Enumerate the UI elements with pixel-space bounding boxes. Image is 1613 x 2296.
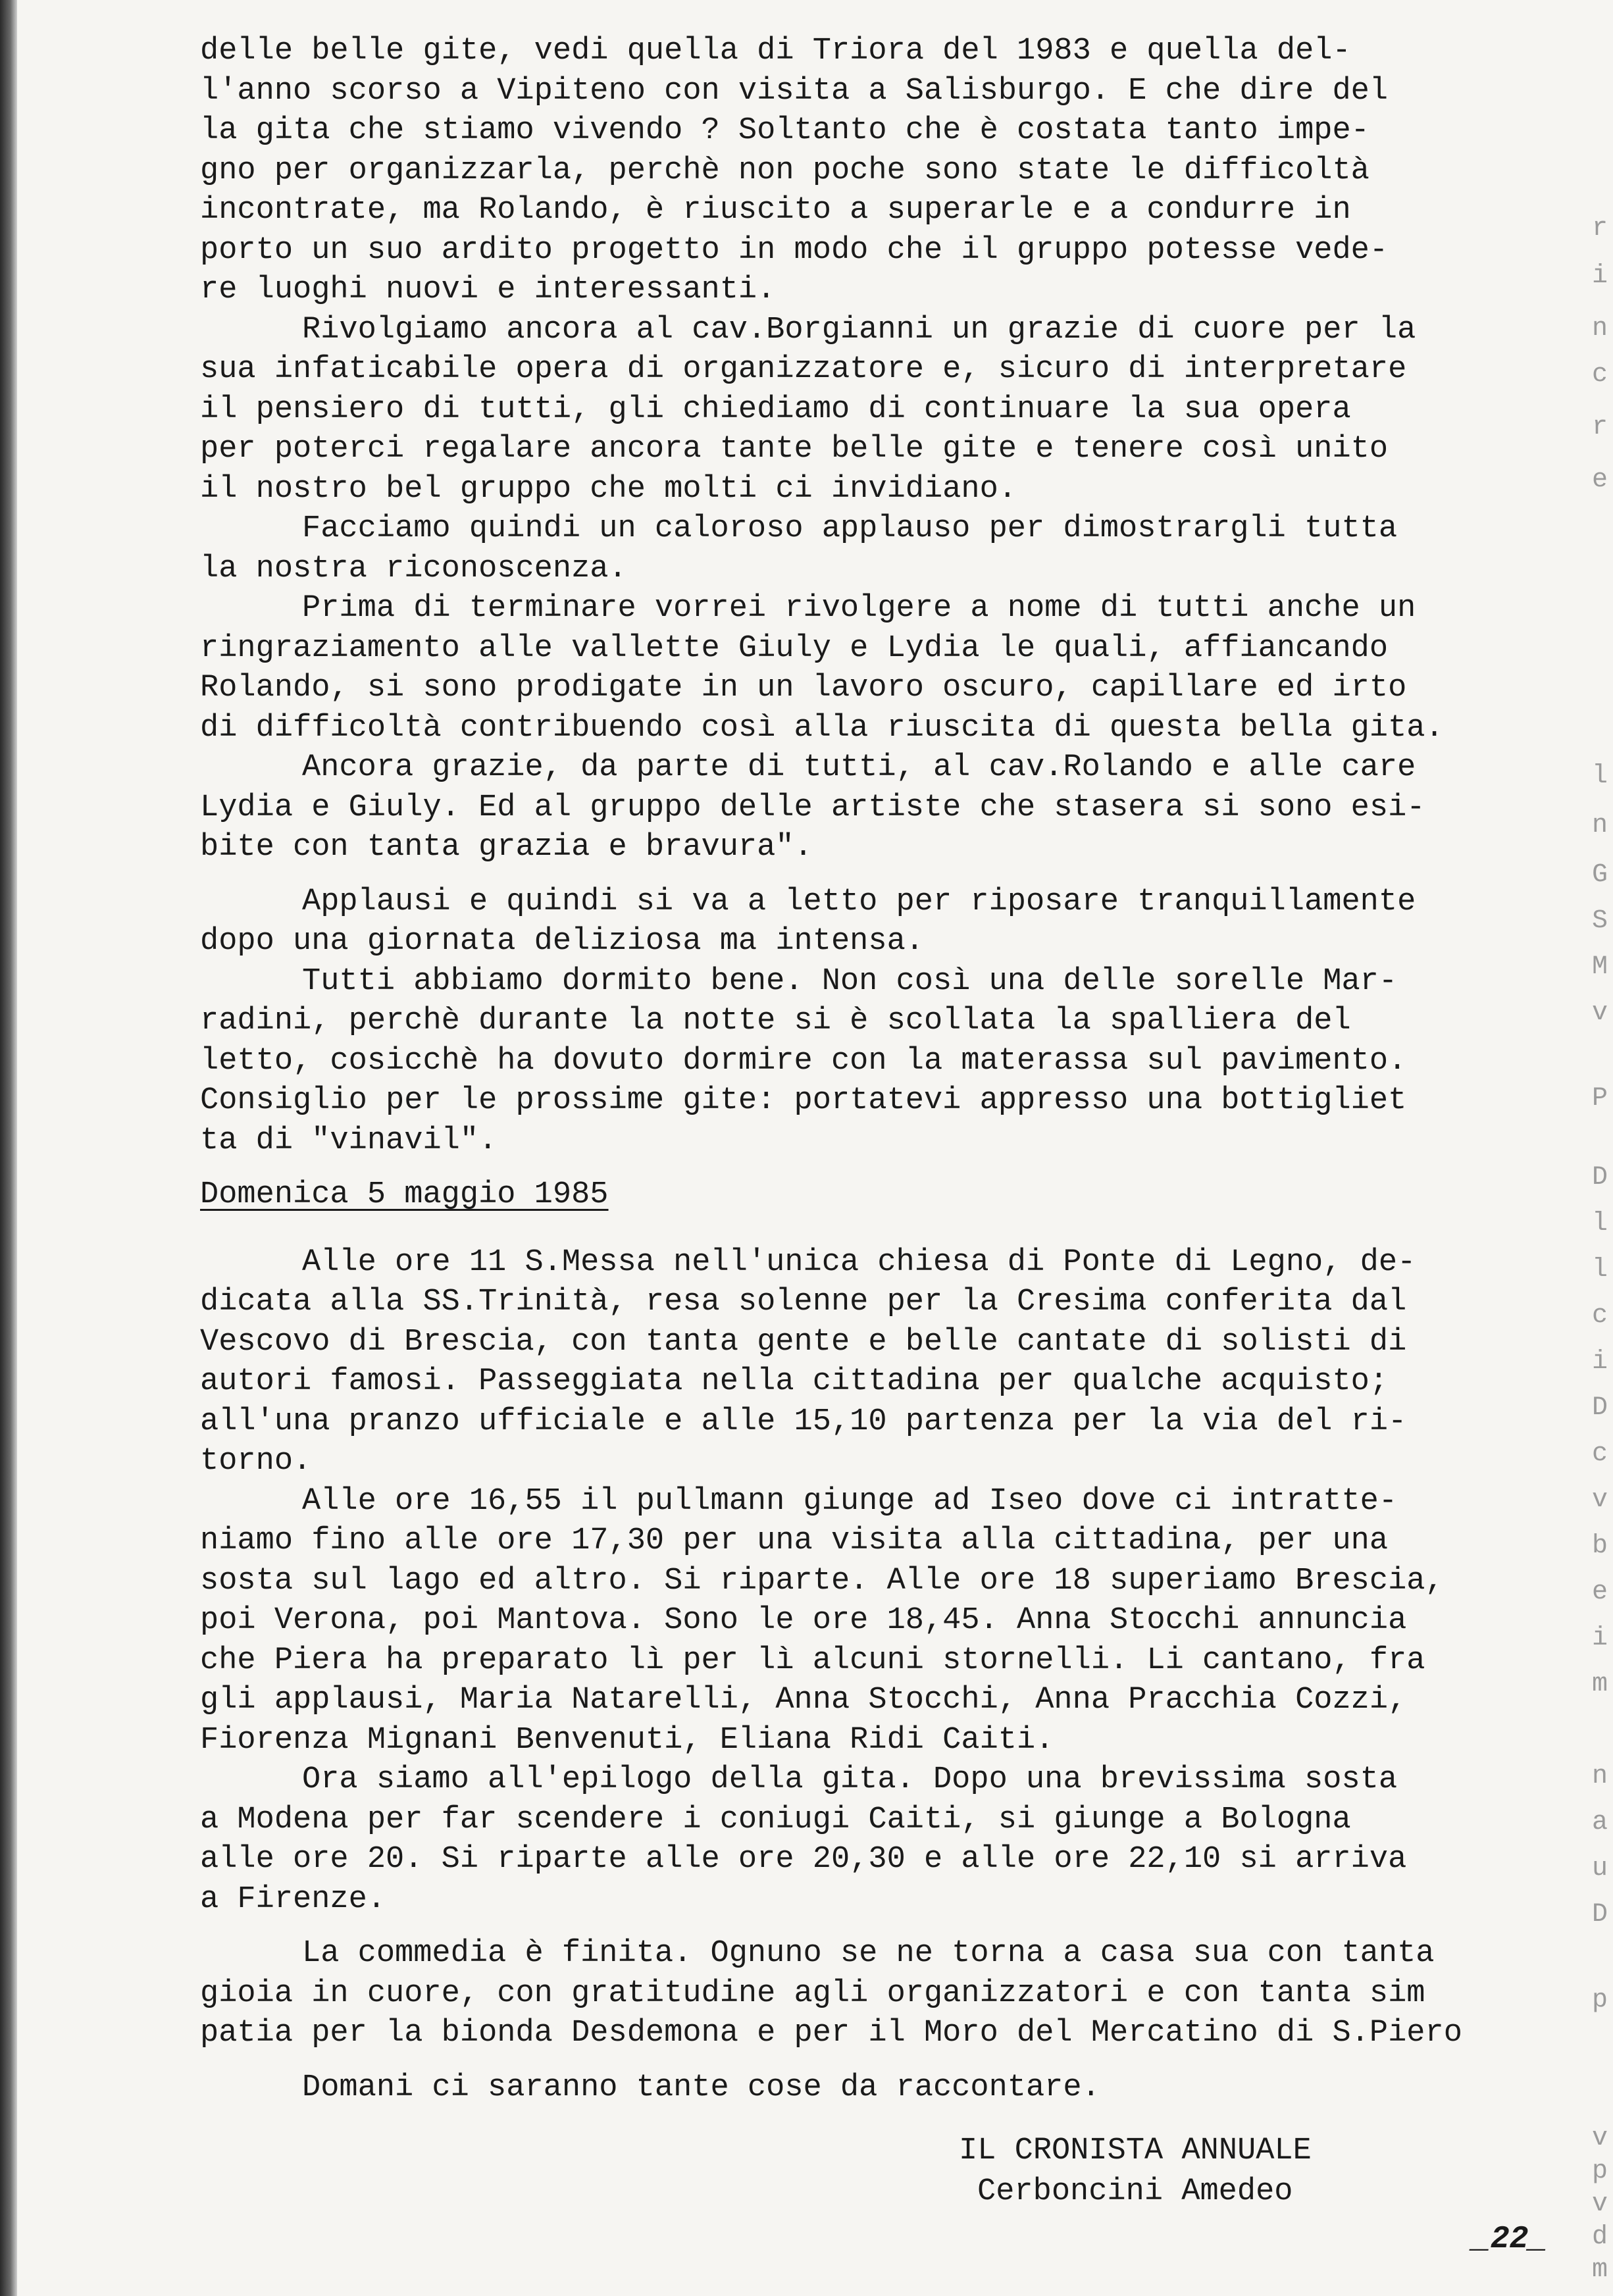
text-line: autori famosi. Passeggiata nella cittadina per qualche acquisto;	[200, 1364, 1389, 1399]
text-line: incontrate, ma Rolando, è riuscito a superarle e a condurre in	[200, 193, 1351, 228]
text-line: ringraziamento alle vallette Giuly e Lydia le quali, affiancando	[200, 630, 1389, 666]
text-line: Tutti abbiamo dormito bene. Non così una delle sorelle Mar-	[302, 963, 1398, 999]
heading-text: Domenica 5 maggio 1985	[200, 1177, 609, 1212]
text-line: gno per organizzarla, perchè non poche sono state le difficoltà	[200, 153, 1370, 188]
text-line: Fiorenza Mignani Benvenuti, Eliana Ridi Caiti.	[200, 1722, 1054, 1758]
paragraph-applausi	[200, 882, 1582, 962]
text-line: Vescovo di Brescia, con tanta gente e belle cantate di solisti di	[200, 1324, 1407, 1360]
text-line: patia per la bionda Desdemona e per il Moro del Mercatino di S.Piero	[200, 2016, 1462, 2051]
text-line: radini, perchè durante la notte si è scollata la spalliera del	[200, 1004, 1351, 1038]
text-line: La commedia è finita. Ognuno se ne torna a casa sua con tanta	[302, 1936, 1435, 1971]
text-line: gioia in cuore, con gratitudine agli organizzatori e con tanta sim	[200, 1976, 1425, 2011]
paragraph-iseo	[200, 1482, 1582, 1761]
paragraph-epilogo	[200, 1760, 1582, 1920]
text-line: dicata alla SS.Trinità, resa solenne per la Cresima conferita dal	[200, 1285, 1407, 1319]
text-line: Facciamo quindi un caloroso applauso per dimostrargli tutta	[302, 511, 1398, 546]
text-line: il pensiero di tutti, gli chiediamo di continuare la sua opera	[200, 392, 1351, 427]
text-line: Rivolgiamo ancora al cav.Borgianni un grazie di cuore per la	[302, 312, 1416, 347]
scan-edge-left	[0, 0, 17, 2296]
paragraph-domani	[200, 2068, 1582, 2108]
text-line: Rolando, si sono prodigate in un lavoro oscuro, capillare ed irto	[200, 671, 1407, 705]
text-line: Domani ci saranno tante cose da raccontare.	[302, 2070, 1100, 2105]
page-number-value: 22	[1490, 2222, 1529, 2257]
text-line: porto un suo ardito progetto in modo che il gruppo potesse vede-	[200, 232, 1389, 268]
text-line: Lydia e Giuly. Ed al gruppo delle artiste che stasera si sono esi-	[200, 790, 1425, 825]
text-line: il nostro bel gruppo che molti ci invidiano.	[200, 471, 1017, 507]
text-line: re luoghi nuovi e interessanti.	[200, 272, 776, 307]
paragraph-grazie-borgianni	[200, 311, 1582, 510]
paragraph-applauso	[200, 509, 1582, 589]
text-line: bite con tanta grazia e bravura".	[200, 830, 813, 865]
text-line: la gita che stiamo vivendo ? Soltanto che è costata tanto impe-	[200, 113, 1370, 148]
text-line: Ora siamo all'epilogo della gita. Dopo una brevissima sosta	[302, 1762, 1398, 1797]
text-line: poi Verona, poi Mantova. Sono le ore 18,45. Anna Stocchi annuncia	[200, 1603, 1407, 1638]
text-line: Alle ore 16,55 il pullmann giunge ad Iseo dove ci intratte-	[302, 1483, 1398, 1519]
text-line: sosta sul lago ed altro. Si riparte. Alle ore 18 superiamo Brescia,	[200, 1563, 1444, 1598]
text-line: Ancora grazie, da parte di tutti, al cav.Rolando e alle care	[302, 750, 1416, 785]
text-line: niamo fino alle ore 17,30 per una visita alla cittadina, per una	[200, 1523, 1389, 1558]
signature-block	[959, 2131, 1312, 2212]
text-line: Applausi e quindi si va a letto per riposare tranquillamente	[302, 884, 1416, 919]
text-line: dopo una giornata deliziosa ma intensa.	[200, 924, 924, 959]
text-line: a Modena per far scendere i coniugi Caiti, si giunge a Bologna	[200, 1802, 1351, 1837]
text-line: l'anno scorso a Vipiteno con visita a Salisburgo. E che dire del	[200, 73, 1389, 109]
paragraph-vallette	[200, 589, 1582, 748]
signature-role: IL CRONISTA ANNUALE	[959, 2133, 1312, 2168]
signature-name: Cerboncini Amedeo	[977, 2174, 1293, 2209]
facing-page-bleed: r i n c r e l n G S M v P D l l c i D c v b e i m n a u D p v p v d m	[1591, 214, 1608, 2285]
text-line: letto, cosicchè ha dovuto dormire con la materassa sul pavimento.	[200, 1043, 1407, 1079]
text-line: gli applausi, Maria Natarelli, Anna Stocchi, Anna Pracchia Cozzi,	[200, 1683, 1407, 1718]
paragraph-commedia	[200, 1934, 1582, 2054]
page-number: _22_	[1472, 2222, 1548, 2257]
paragraph-dormito	[200, 962, 1582, 1161]
text-line: torno.	[200, 1444, 312, 1479]
text-line: sua infaticabile opera di organizzatore e, sicuro di interpretare	[200, 352, 1407, 387]
text-line: ta di "vinavil".	[200, 1123, 498, 1158]
text-line: per poterci regalare ancora tante belle gite e tenere così unito	[200, 432, 1389, 467]
text-line: Alle ore 11 S.Messa nell'unica chiesa di Ponte di Legno, de-	[302, 1244, 1416, 1280]
section-heading-date	[200, 1175, 1582, 1215]
typewritten-page	[200, 32, 1582, 2108]
text-line: Consiglio per le prossime gite: portatevi appresso una bottigliet	[200, 1083, 1407, 1118]
text-line: alle ore 20. Si riparte alle ore 20,30 e alle ore 22,10 si arriva	[200, 1842, 1407, 1877]
paragraph-messa	[200, 1243, 1582, 1482]
text-line: di difficoltà contribuendo così alla riuscita di questa bella gita.	[200, 710, 1444, 746]
text-line: a Firenze.	[200, 1881, 386, 1917]
paragraph-ancora-grazie	[200, 748, 1582, 868]
text-line: che Piera ha preparato lì per lì alcuni stornelli. Li cantano, fra	[200, 1643, 1425, 1678]
text-line: Prima di terminare vorrei rivolgere a nome di tutti anche un	[302, 591, 1416, 626]
text-line: delle belle gite, vedi quella di Triora del 1983 e quella del-	[200, 34, 1351, 68]
paragraph-speech-gite	[200, 32, 1582, 311]
text-line: all'una pranzo ufficiale e alle 15,10 partenza per la via del ri-	[200, 1404, 1407, 1439]
text-line: la nostra riconoscenza.	[200, 551, 627, 586]
